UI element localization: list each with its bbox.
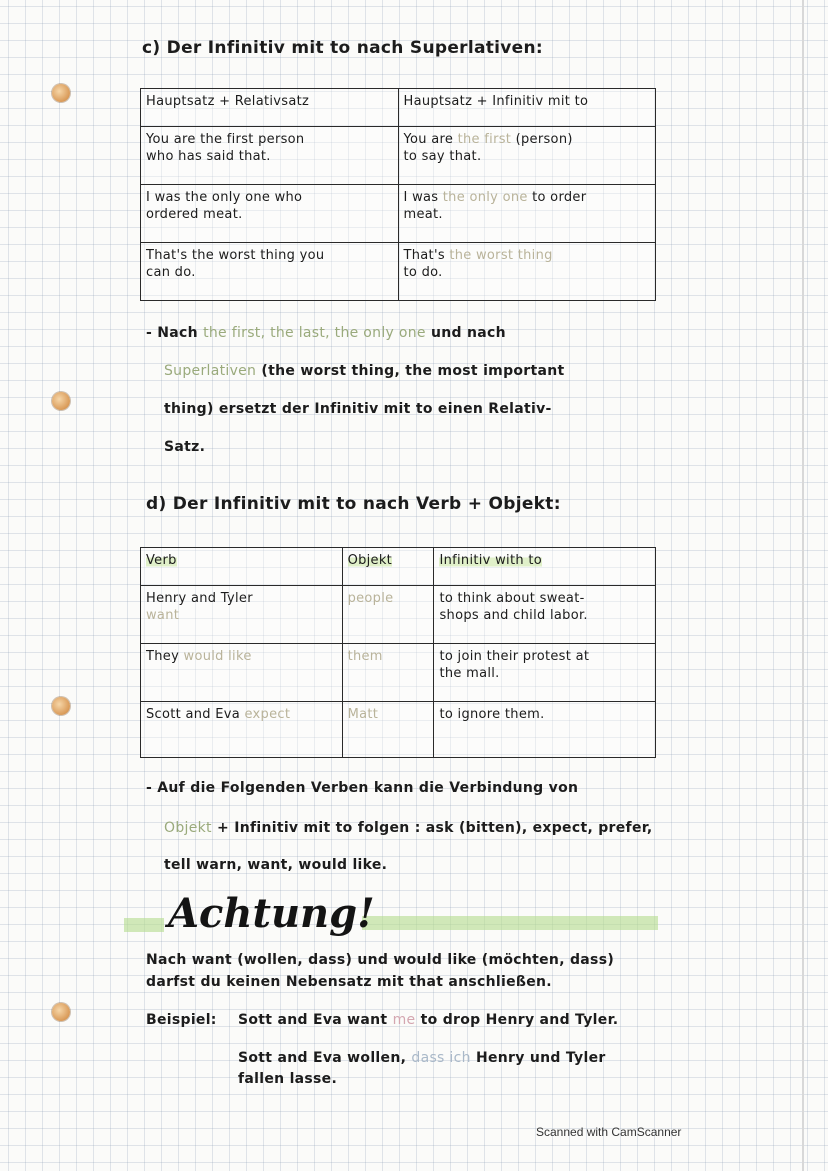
example-text: Sott and Eva wollen, [238,1050,412,1066]
note-text: (the worst thing, the most important [256,363,565,379]
table-cell [398,185,656,243]
note-line: Satz. [164,439,206,455]
cell-text: That's [403,248,450,263]
table-header-cell: Hauptsatz + Relativsatz [141,89,399,127]
table-header-cell: Infinitiv with to [434,548,656,586]
cell-line: to do. [403,265,443,280]
punch-hole [52,84,70,102]
table-row [141,586,656,644]
cell-text-light: want [146,608,180,623]
table-cell: them [342,644,434,702]
example-line [238,1050,606,1066]
cell-text: Henry and Tyler [146,591,253,606]
punch-hole [52,697,70,715]
table-cell [398,243,656,301]
cell-text: They [146,649,180,664]
table-cell [141,702,343,758]
cell-line: can do. [146,265,196,280]
cell-line: to think about sweat- [439,591,585,606]
cell-line: ordered meat. [146,207,243,222]
table-cell [434,702,656,758]
cell-text-light: the worst thing [449,248,553,263]
note-line [164,363,565,379]
beispiel-label: Beispiel: [146,1012,217,1028]
cell-line: the mall. [439,666,500,681]
table-header-cell: Hauptsatz + Infinitiv mit to [398,89,656,127]
example-text-light: dass ich [411,1050,471,1066]
table-row [141,702,656,758]
cell-text: You are [403,132,458,147]
table-row [141,185,656,243]
example-text: Sott and Eva want [238,1012,393,1028]
example-text: to drop Henry and Tyler. [415,1012,619,1028]
cell-text-light: the only one [442,190,528,205]
achtung-line: Nach want (wollen, dass) und would like (möchten, dass) [146,952,615,968]
table-cell [141,185,399,243]
highlight-stroke [124,918,164,932]
example-text-light: me [392,1012,416,1028]
table-row [141,243,656,301]
cell-line: who has said that. [146,149,271,164]
cell-line: I was the only one who [146,190,303,205]
table-cell [141,586,343,644]
example-line: fallen lasse. [238,1071,338,1087]
cell-line: to ignore them. [439,707,545,722]
page-edge [802,0,804,1171]
note-text: und nach [425,325,506,341]
cell-line: You are the first person [146,132,305,147]
table-cell: people [342,586,434,644]
section-c-heading: c) Der Infinitiv mit to nach Superlativen: [142,38,544,58]
cell-text: to order [527,190,587,205]
verb-object-table [140,547,656,758]
cell-text-light: the first [457,132,512,147]
note-line: thing) ersetzt der Infinitiv mit to einen Relativ- [164,401,552,417]
note-text-green: Objekt [164,820,212,836]
table-cell [141,644,343,702]
table-row [141,127,656,185]
superlative-table [140,88,656,301]
scan-watermark: Scanned with CamScanner [536,1125,682,1139]
note-text-green: the first, the last, the only one [203,325,426,341]
achtung-line: darfst du keinen Nebensatz mit that anschließen. [146,974,552,990]
table-header-cell: Objekt [342,548,434,586]
highlight-stroke [362,916,658,930]
cell-text: I was [403,190,443,205]
note-text: + Infinitiv mit to folgen : ask (bitten), expect, prefer, [211,820,653,836]
cell-text: Scott and Eva [146,707,241,722]
cell-line: That's the worst thing you [146,248,325,263]
punch-hole [52,1003,70,1021]
table-cell [434,644,656,702]
note-line [164,820,653,836]
section-d-heading: d) Der Infinitiv mit to nach Verb + Objekt: [146,494,561,514]
table-header-cell: Verb [141,548,343,586]
note-line [146,325,506,341]
note-text: - Nach [146,325,204,341]
example-line [238,1012,618,1028]
table-cell: Matt [342,702,434,758]
cell-line: to say that. [403,149,482,164]
achtung-title: Achtung! [168,890,375,937]
note-line: tell warn, want, would like. [164,857,388,873]
cell-text-light: would like [183,649,252,664]
cell-text-light: expect [244,707,291,722]
table-cell [434,586,656,644]
table-row [141,644,656,702]
punch-hole [52,392,70,410]
table-cell [398,127,656,185]
note-text-green: Superlativen [164,363,257,379]
cell-line: meat. [403,207,443,222]
cell-line: shops and child labor. [439,608,588,623]
note-line: - Auf die Folgenden Verben kann die Verbindung von [146,780,579,796]
example-text: Henry und Tyler [470,1050,606,1066]
table-cell [141,127,399,185]
table-cell [141,243,399,301]
cell-line: to join their protest at [439,649,590,664]
cell-text: (person) [511,132,573,147]
